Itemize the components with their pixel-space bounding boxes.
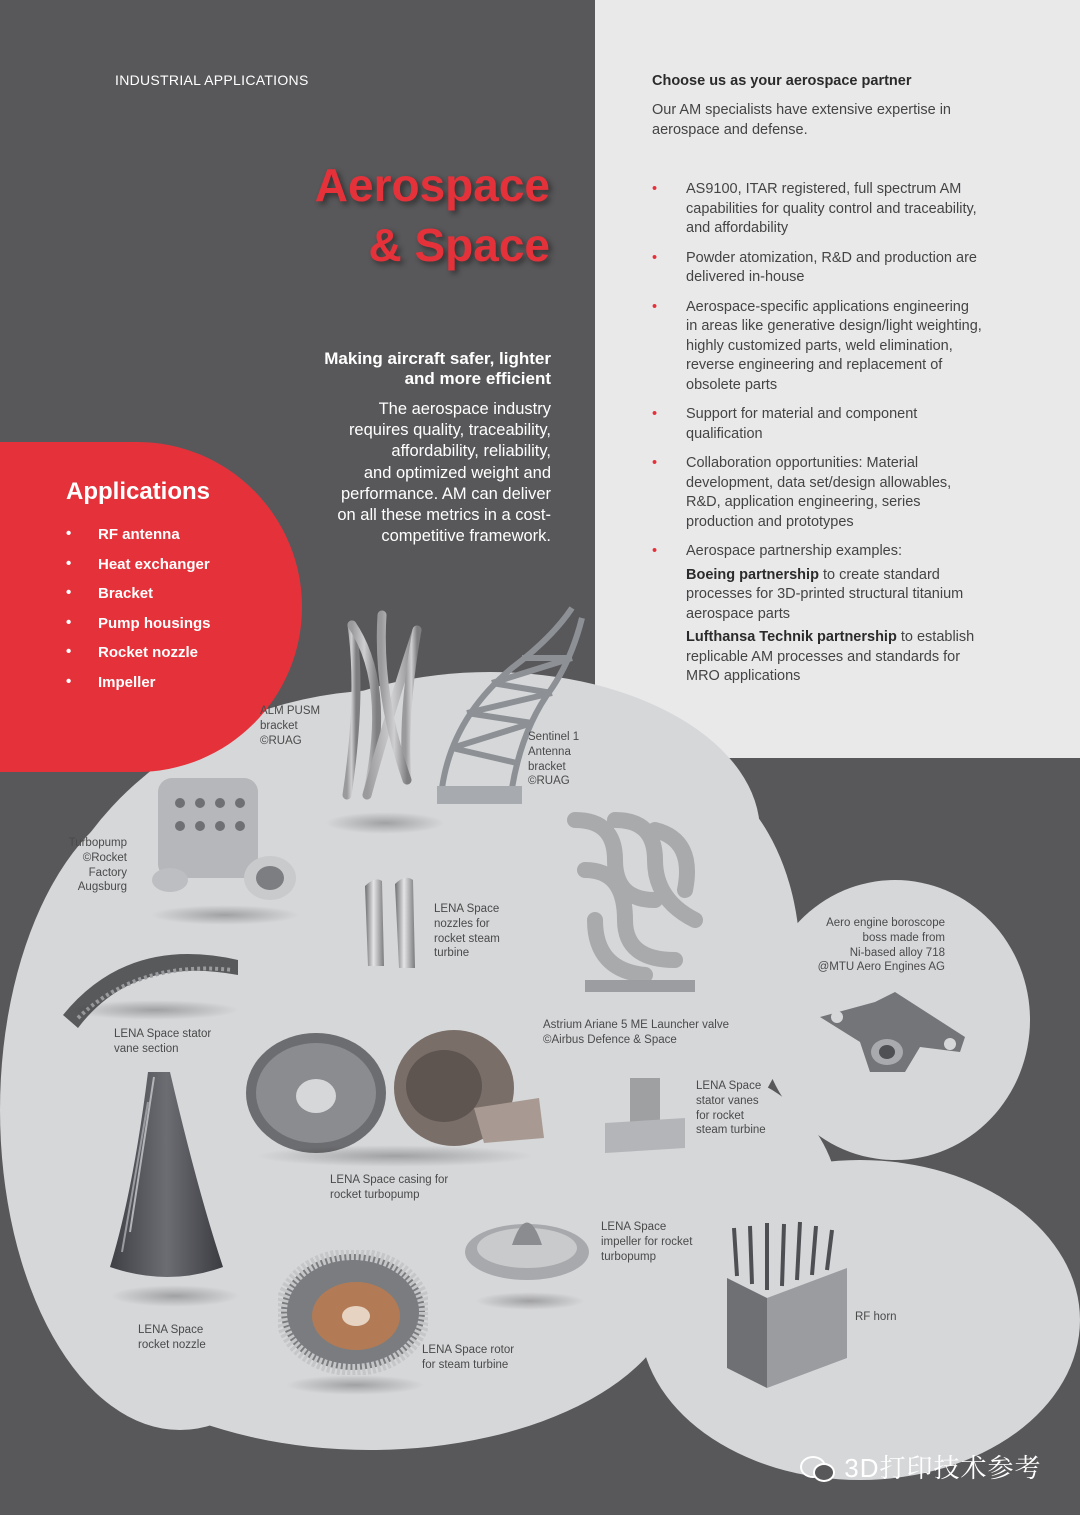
caption-line: turbopump bbox=[601, 1250, 656, 1263]
example-name: Boeing partnership bbox=[686, 566, 819, 583]
casing-image bbox=[244, 1028, 544, 1163]
list-item: • Bracket bbox=[66, 585, 211, 615]
example-text: to establish replicable AM processes and standards for MRO applications bbox=[686, 629, 975, 684]
stator-vanes-image bbox=[605, 1078, 685, 1158]
watermark-text: 3D打印技术参考 bbox=[844, 1453, 1042, 1483]
applications-list bbox=[66, 526, 211, 703]
caption-stator-section bbox=[114, 1027, 211, 1057]
example-lufthansa bbox=[686, 628, 982, 687]
caption-line: steam turbine bbox=[696, 1124, 766, 1137]
rocket-nozzle-image bbox=[108, 1072, 228, 1287]
section-kicker: INDUSTRIAL APPLICATIONS bbox=[115, 72, 309, 88]
partner-bullets bbox=[652, 180, 982, 697]
caption-line: Turbopump bbox=[68, 837, 127, 849]
caption-line: turbine bbox=[434, 947, 470, 960]
intro-line: on all these metrics in a cost- bbox=[337, 506, 551, 525]
caption-turbopump bbox=[69, 836, 127, 895]
caption-alm-bracket bbox=[260, 704, 320, 748]
caption-line: rocket turbopump bbox=[330, 1188, 420, 1201]
nozzles-image bbox=[360, 876, 430, 981]
caption-line: Aero engine boroscope bbox=[826, 917, 945, 929]
title-line-1: Aerospace bbox=[314, 159, 550, 211]
caption-line: stator vanes bbox=[696, 1094, 759, 1107]
caption-casing bbox=[330, 1173, 448, 1203]
intro-line: affordability, reliability, bbox=[391, 442, 551, 461]
list-item: • Pump housings bbox=[66, 615, 211, 645]
caption-line: RF horn bbox=[855, 1311, 897, 1323]
bullet-item: • Aerospace-specific applications engineering in areas like generative design/light weighting, highly customized parts, weld elimination, reverse engineering and replacement of obsolete parts bbox=[652, 298, 982, 396]
intro-paragraph bbox=[291, 399, 551, 547]
wechat-icon bbox=[800, 1454, 836, 1480]
caption-line: LENA Space bbox=[138, 1324, 204, 1336]
bullet-item: • Support for material and component qualification bbox=[652, 405, 982, 444]
caption-nozzles bbox=[434, 902, 500, 961]
caption-line: Ni-based alloy 718 bbox=[849, 946, 945, 959]
intro-line: and optimized weight and bbox=[363, 463, 551, 482]
bullet-item: • Collaboration opportunities: Material development, data set/design allowables, R&D, application engineering, series production and prototypes bbox=[652, 454, 982, 532]
caption-line: LENA Space bbox=[601, 1221, 667, 1233]
intro-line: performance. AM can deliver bbox=[340, 484, 551, 503]
list-item: • RF antenna bbox=[66, 526, 211, 556]
caption-line: LENA Space stator bbox=[114, 1028, 212, 1040]
caption-line: bracket bbox=[260, 719, 298, 732]
caption-line: Antenna bbox=[528, 745, 571, 758]
example-name: Lufthansa Technik partnership bbox=[686, 629, 897, 645]
caption-line: LENA Space rotor bbox=[422, 1344, 515, 1356]
caption-line: LENA Space bbox=[696, 1080, 762, 1092]
list-item: • Impeller bbox=[66, 674, 211, 704]
page-title bbox=[315, 155, 550, 275]
subtitle-line-1: Making aircraft safer, lighter bbox=[324, 349, 551, 368]
caption-line: Factory bbox=[88, 866, 127, 879]
caption-line: nozzles for bbox=[434, 917, 490, 930]
title-line-2: & Space bbox=[368, 219, 550, 271]
list-item: • Rocket nozzle bbox=[66, 644, 211, 674]
caption-line: impeller for rocket bbox=[601, 1235, 693, 1248]
boroscope-image bbox=[815, 992, 970, 1077]
turbopump-image bbox=[140, 768, 300, 903]
list-item: • Heat exchanger bbox=[66, 556, 211, 586]
subtitle bbox=[291, 349, 551, 389]
caption-line: ALM PUSM bbox=[260, 705, 321, 717]
caption-line: for steam turbine bbox=[422, 1358, 509, 1371]
rf-horn-image bbox=[722, 1218, 852, 1398]
caption-stator-vanes bbox=[696, 1079, 766, 1138]
caption-line: vane section bbox=[114, 1042, 179, 1055]
caption-line: for rocket bbox=[696, 1109, 744, 1122]
partner-heading: Choose us as your aerospace partner bbox=[652, 73, 912, 89]
caption-line: Sentinel 1 bbox=[528, 731, 580, 743]
caption-boroscope bbox=[818, 916, 945, 975]
caption-line: boss made from bbox=[862, 931, 945, 944]
bullet-item bbox=[652, 542, 982, 687]
partner-intro: Our AM specialists have extensive expertise in aerospace and defense. bbox=[652, 102, 951, 138]
intro-line: The aerospace industry bbox=[378, 400, 551, 418]
caption-rf-horn bbox=[855, 1310, 897, 1325]
applications-heading: Applications bbox=[66, 478, 211, 505]
caption-line: ©Airbus Defence & Space bbox=[543, 1033, 677, 1046]
caption-sentinel bbox=[528, 730, 579, 789]
intro-line: competitive framework. bbox=[381, 527, 551, 546]
bullet-label: • Aerospace partnership examples: bbox=[686, 543, 903, 559]
caption-impeller bbox=[601, 1220, 692, 1264]
intro-line: requires quality, traceability, bbox=[348, 421, 551, 440]
caption-line: ©RUAG bbox=[528, 775, 570, 788]
caption-astrium-valve bbox=[543, 1018, 729, 1048]
caption-line: LENA Space bbox=[434, 903, 500, 915]
caption-line: rocket nozzle bbox=[138, 1338, 206, 1351]
caption-line: bracket bbox=[528, 760, 566, 773]
caption-line: Augsburg bbox=[77, 881, 127, 894]
caption-line: @MTU Aero Engines AG bbox=[817, 961, 945, 974]
example-text: to create standard processes for 3D-printed structural titanium aerospace parts bbox=[686, 566, 964, 622]
bullet-item: • Powder atomization, R&D and production are delivered in-house bbox=[652, 249, 982, 288]
rotor-image bbox=[278, 1250, 428, 1375]
caption-line: ©RUAG bbox=[260, 734, 302, 747]
caption-rotor bbox=[422, 1343, 514, 1373]
impeller-image bbox=[462, 1200, 592, 1285]
caption-line: rocket steam bbox=[434, 932, 500, 945]
caption-rocket-nozzle bbox=[138, 1323, 206, 1353]
caption-line: ©Rocket bbox=[82, 851, 127, 864]
example-boeing bbox=[686, 566, 982, 625]
caption-line: Astrium Ariane 5 ME Launcher valve bbox=[543, 1019, 730, 1031]
astrium-valve-image bbox=[555, 800, 720, 1000]
subtitle-line-2: and more efficient bbox=[404, 369, 551, 388]
bullet-item: • AS9100, ITAR registered, full spectrum AM capabilities for quality control and traceability, and affordability bbox=[652, 180, 982, 239]
alm-bracket-image bbox=[322, 605, 442, 815]
watermark bbox=[800, 1448, 1041, 1485]
caption-line: LENA Space casing for bbox=[330, 1174, 449, 1186]
